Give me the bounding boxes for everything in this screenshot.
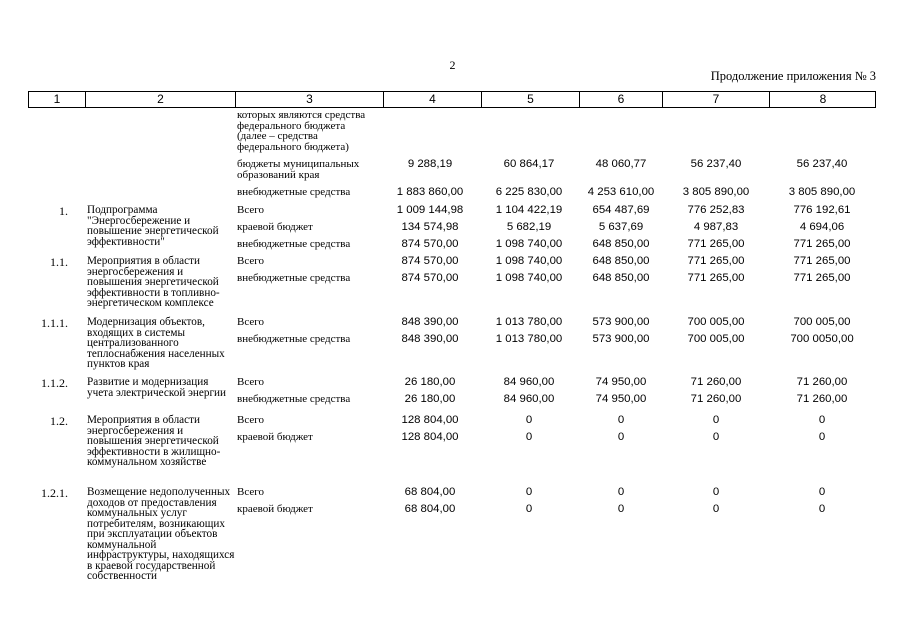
row-code: 1.1.1. [41, 316, 68, 330]
row-value-col-7: 71 260,00 [690, 393, 742, 405]
row-value-col-4: 26 180,00 [404, 393, 456, 405]
row-value-col-8: 4 694,06 [799, 221, 845, 233]
row-value-col-7: 771 265,00 [687, 238, 745, 250]
row-value-col-7: 0 [712, 503, 720, 515]
row-value-col-7: 771 265,00 [687, 272, 745, 284]
row-value-col-4: 1 883 860,00 [396, 186, 464, 198]
row-name: Модернизация объектов, входящих в системы централизованного теплоснабжения населенных пунктов края [87, 316, 225, 370]
row-value-col-7: 700 005,00 [687, 333, 745, 345]
row-value-col-6: 0 [617, 431, 625, 443]
row-value-col-8: 0 [818, 414, 826, 426]
row-funding-source: внебюджетные средства [237, 272, 351, 284]
row-value-col-5: 1 098 740,00 [495, 238, 563, 250]
row-value-col-6: 0 [617, 503, 625, 515]
header-col-2: 2 [157, 92, 164, 106]
row-value-col-7: 771 265,00 [687, 255, 745, 267]
row-value-col-8: 771 265,00 [793, 238, 851, 250]
row-funding-source: которых являются средства федерального бюджета (далее – средства федерального бюджета) [237, 109, 366, 153]
row-value-col-5: 0 [525, 486, 533, 498]
row-value-col-8: 3 805 890,00 [788, 186, 856, 198]
row-value-col-7: 0 [712, 414, 720, 426]
row-value-col-7: 56 237,40 [690, 158, 742, 170]
row-value-col-4: 26 180,00 [404, 376, 456, 388]
row-value-col-6: 648 850,00 [592, 255, 650, 267]
row-value-col-8: 0 [818, 431, 826, 443]
row-value-col-4: 874 570,00 [401, 238, 459, 250]
row-value-col-4: 68 804,00 [404, 503, 456, 515]
row-value-col-4: 9 288,19 [407, 158, 453, 170]
row-value-col-5: 1 013 780,00 [495, 333, 563, 345]
row-value-col-7: 4 987,83 [693, 221, 739, 233]
header-col-5: 5 [527, 92, 534, 106]
row-funding-source: Всего [237, 376, 264, 388]
row-value-col-8: 56 237,40 [796, 158, 848, 170]
row-value-col-5: 60 864,17 [503, 158, 555, 170]
row-funding-source: внебюджетные средства [237, 333, 351, 345]
row-funding-source: внебюджетные средства [237, 393, 351, 405]
row-funding-source: бюджеты муниципальных образований края [237, 158, 360, 181]
row-value-col-6: 4 253 610,00 [587, 186, 655, 198]
row-name: Развитие и модернизация учета электрической энергии [87, 376, 227, 399]
row-value-col-8: 776 192,61 [793, 204, 851, 216]
row-value-col-5: 0 [525, 431, 533, 443]
row-value-col-4: 68 804,00 [404, 486, 456, 498]
row-value-col-6: 0 [617, 486, 625, 498]
row-funding-source: краевой бюджет [237, 221, 313, 233]
row-code: 1.2. [50, 414, 68, 428]
row-funding-source: Всего [237, 486, 264, 498]
row-funding-source: краевой бюджет [237, 503, 313, 515]
row-name: Мероприятия в области энергосбережения и повышения энергетической эффективности в топливно-энергетическом комплексе [87, 255, 220, 309]
row-value-col-6: 573 900,00 [592, 316, 650, 328]
row-code: 1.1.2. [41, 376, 68, 390]
row-name: Подпрограмма "Энергосбережение и повышение энергетической эффективности" [87, 204, 219, 248]
row-value-col-8: 771 265,00 [793, 255, 851, 267]
row-name: Возмещение недополученных доходов от предоставления коммунальных услуг потребителям, возникающих при эксплуатации объектов коммунальной инфраструктуры, находящихся в краевой государственной собственности [87, 486, 235, 582]
header-col-3: 3 [306, 92, 313, 106]
row-funding-source: Всего [237, 414, 264, 426]
row-value-col-4: 128 804,00 [401, 431, 459, 443]
row-value-col-4: 874 570,00 [401, 255, 459, 267]
row-value-col-4: 848 390,00 [401, 316, 459, 328]
row-value-col-5: 84 960,00 [503, 376, 555, 388]
row-value-col-6: 74 950,00 [595, 393, 647, 405]
row-value-col-5: 0 [525, 414, 533, 426]
row-value-col-6: 654 487,69 [592, 204, 650, 216]
row-value-col-5: 1 104 422,19 [495, 204, 563, 216]
row-value-col-7: 3 805 890,00 [682, 186, 750, 198]
row-value-col-6: 573 900,00 [592, 333, 650, 345]
row-value-col-6: 48 060,77 [595, 158, 647, 170]
header-col-6: 6 [617, 92, 625, 106]
row-value-col-8: 71 260,00 [796, 376, 848, 388]
header-col-1: 1 [53, 92, 61, 106]
table-header-row [28, 91, 876, 108]
row-value-col-6: 5 637,69 [598, 221, 644, 233]
row-value-col-7: 0 [712, 486, 720, 498]
row-value-col-4: 874 570,00 [401, 272, 459, 284]
row-value-col-7: 0 [712, 431, 720, 443]
row-value-col-4: 1 009 144,98 [396, 204, 464, 216]
row-value-col-8: 0 [818, 503, 826, 515]
row-funding-source: краевой бюджет [237, 431, 313, 443]
row-value-col-6: 74 950,00 [595, 376, 647, 388]
row-funding-source: Всего [237, 316, 264, 328]
row-funding-source: Всего [237, 204, 264, 216]
row-value-col-5: 6 225 830,00 [495, 186, 563, 198]
row-value-col-7: 776 252,83 [687, 204, 745, 216]
row-value-col-5: 84 960,00 [503, 393, 555, 405]
header-col-7: 7 [712, 92, 720, 106]
row-value-col-6: 648 850,00 [592, 272, 650, 284]
page-number: 2 [449, 58, 456, 72]
row-value-col-8: 71 260,00 [796, 393, 848, 405]
row-funding-source: Всего [237, 255, 264, 267]
row-code: 1. [59, 204, 68, 218]
row-value-col-5: 1 098 740,00 [495, 272, 563, 284]
row-code: 1.1. [50, 255, 68, 269]
header-col-8: 8 [819, 92, 827, 106]
row-code: 1.2.1. [41, 486, 68, 500]
row-name: Мероприятия в области энергосбережения и повышения энергетической эффективности в жилищно-коммунальном хозяйстве [87, 414, 221, 468]
row-value-col-5: 0 [525, 503, 533, 515]
row-value-col-4: 848 390,00 [401, 333, 459, 345]
row-value-col-8: 700 0050,00 [790, 333, 854, 345]
row-value-col-8: 771 265,00 [793, 272, 851, 284]
row-value-col-5: 1 013 780,00 [495, 316, 563, 328]
row-funding-source: внебюджетные средства [237, 186, 351, 198]
header-col-4: 4 [429, 92, 436, 106]
row-value-col-8: 700 005,00 [793, 316, 851, 328]
continuation-title: Продолжение приложения № 3 [710, 69, 876, 83]
row-value-col-7: 71 260,00 [690, 376, 742, 388]
row-value-col-5: 1 098 740,00 [495, 255, 563, 267]
row-value-col-4: 128 804,00 [401, 414, 459, 426]
row-value-col-6: 0 [617, 414, 625, 426]
row-value-col-6: 648 850,00 [592, 238, 650, 250]
row-value-col-4: 134 574,98 [401, 221, 459, 233]
row-value-col-8: 0 [818, 486, 826, 498]
row-value-col-7: 700 005,00 [687, 316, 745, 328]
row-funding-source: внебюджетные средства [237, 238, 351, 250]
row-value-col-5: 5 682,19 [506, 221, 552, 233]
